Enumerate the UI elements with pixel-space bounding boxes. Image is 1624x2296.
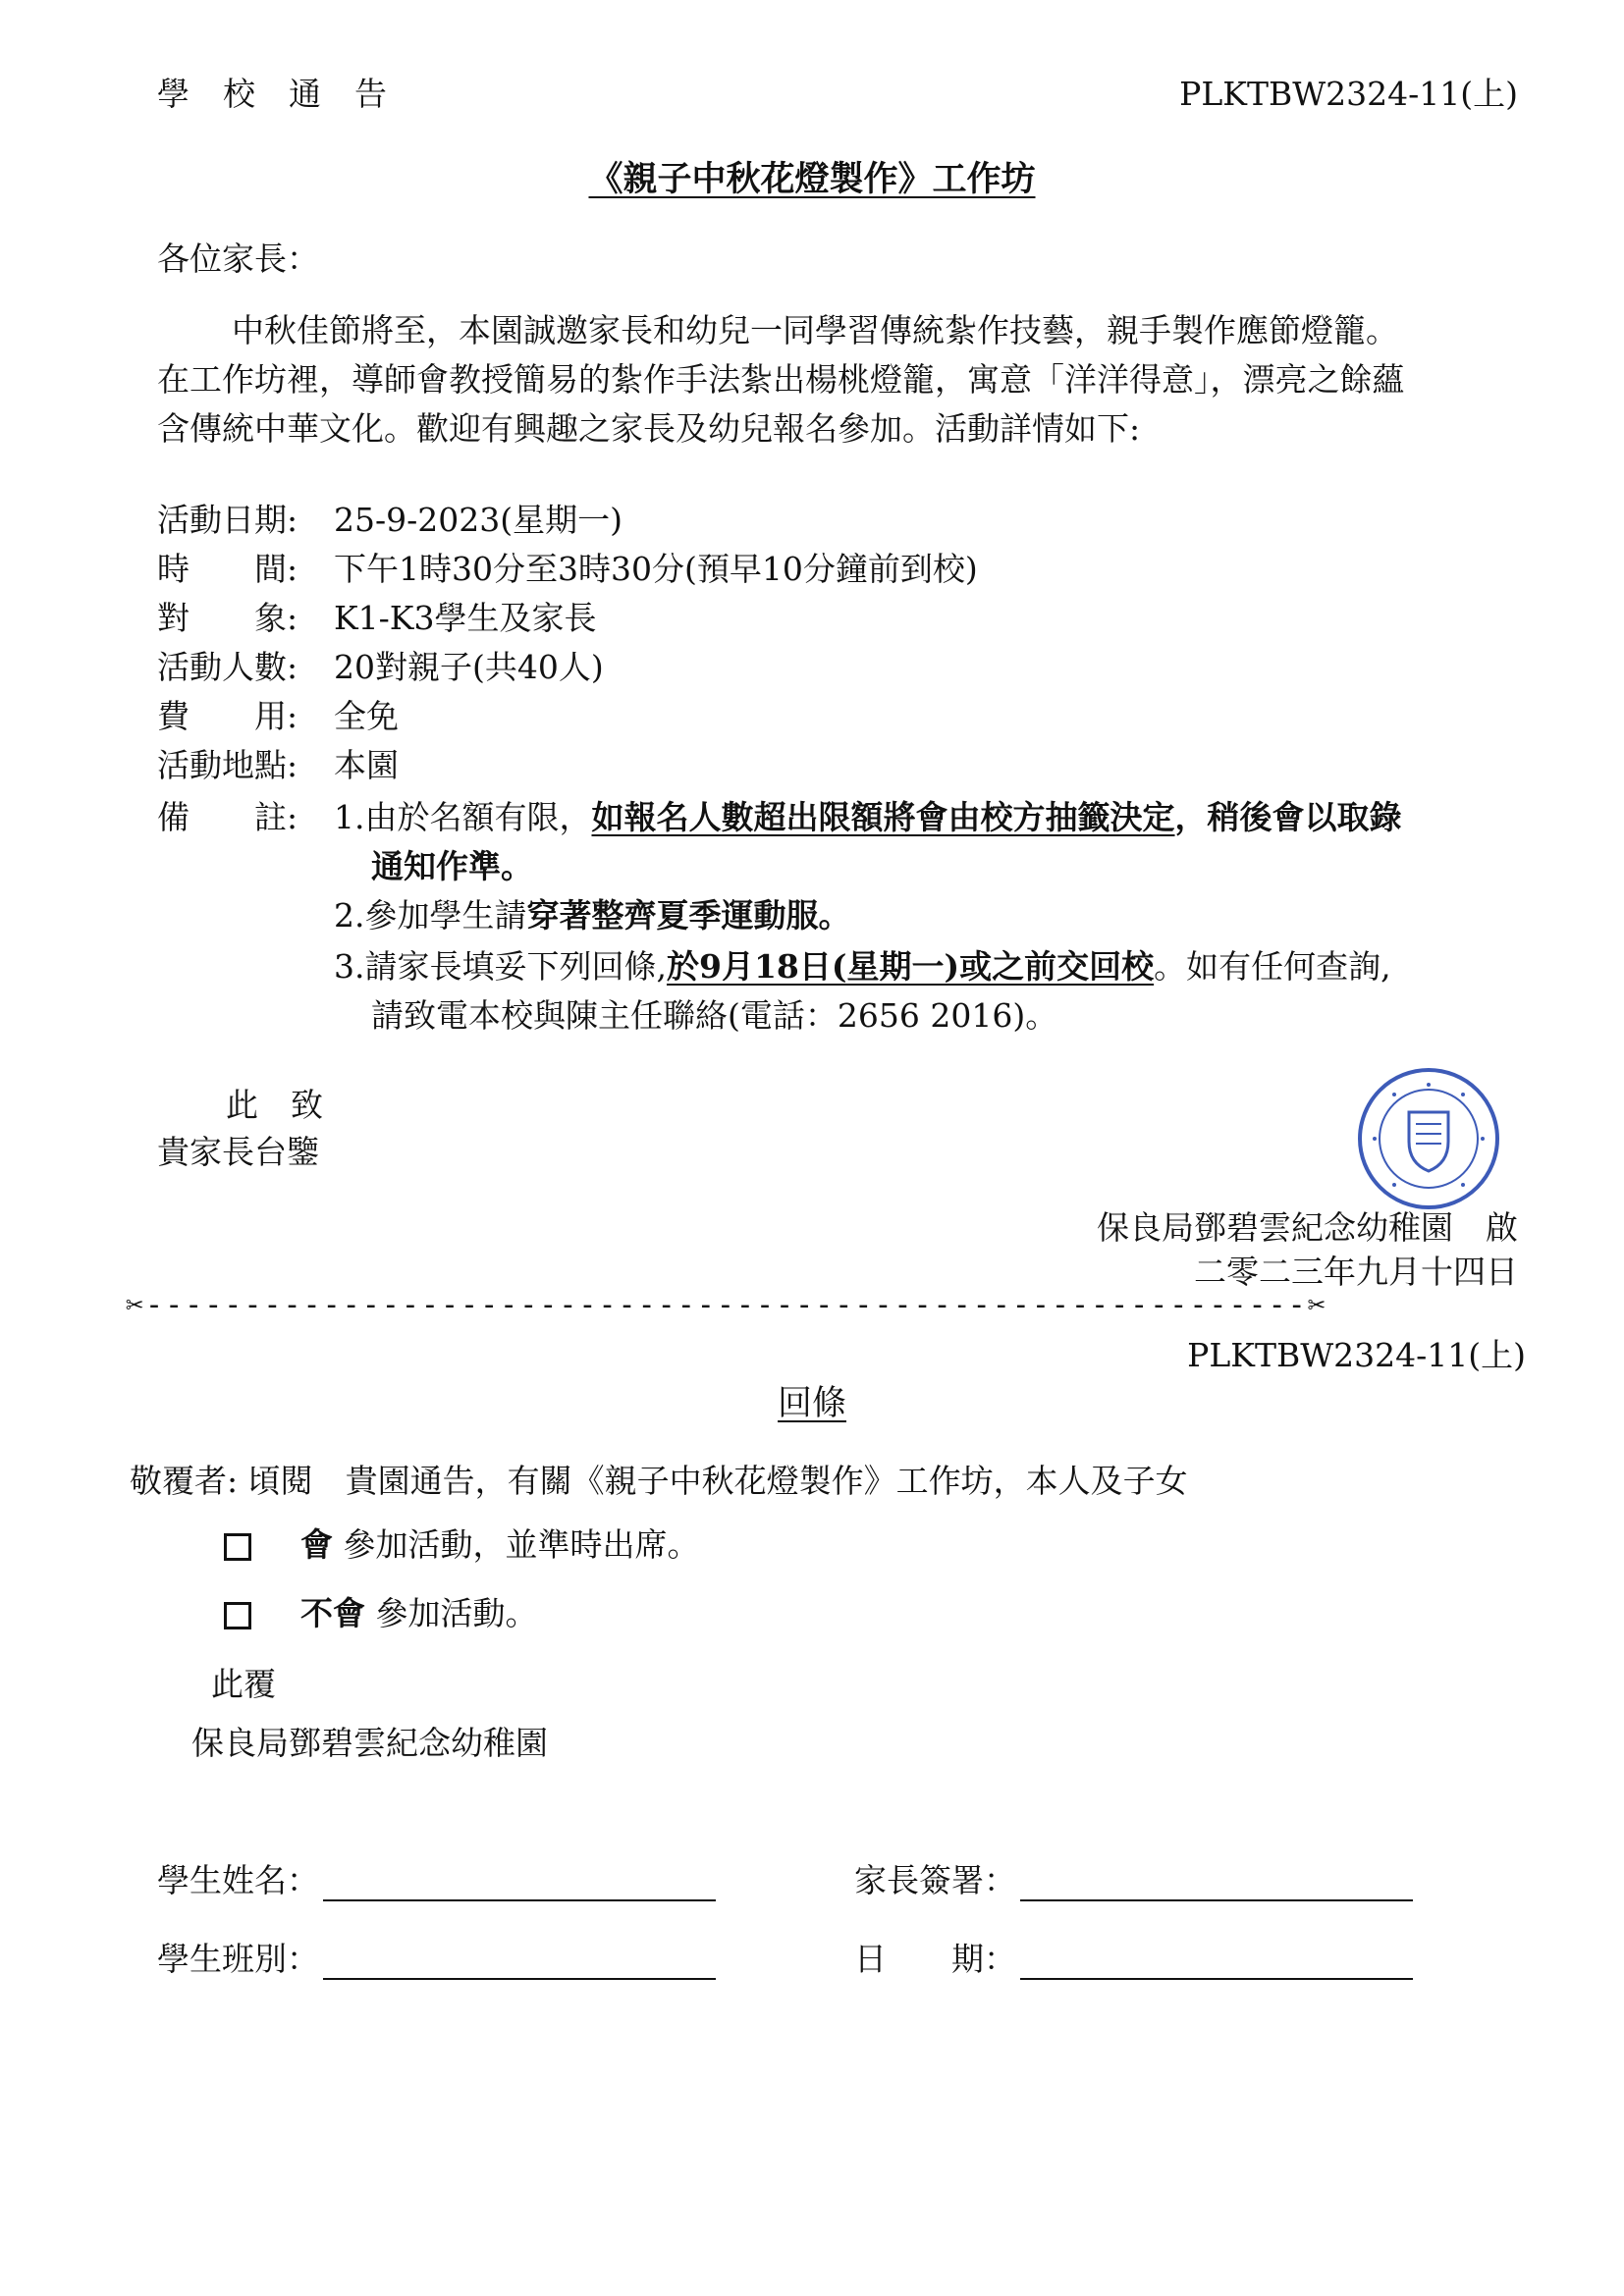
detail-participants (157, 643, 604, 692)
detail-value: 20對親子(共40人) (334, 648, 604, 686)
reference-number: PLKTBW2324-11(上) (1179, 75, 1518, 113)
remark-3-cont: 請致電本校與陳主任聯絡(電話：2656 2016)。 (371, 996, 1058, 1035)
checkbox-attend[interactable] (224, 1533, 251, 1561)
field-label: 家長簽署： (854, 1861, 1016, 1899)
remark-1-cont: 通知作準。 (371, 847, 533, 885)
cut-separator: ✂-----------------------------------------------------------✂ (126, 1288, 1327, 1322)
option-label: 參加活動。 (375, 1594, 538, 1632)
checkbox-not-attend[interactable] (224, 1602, 251, 1629)
school-signature: 保良局鄧碧雲紀念幼稚園 啟 (1097, 1208, 1518, 1247)
option-not-attend[interactable] (224, 1588, 538, 1634)
detail-value: K1-K3學生及家長 (334, 599, 597, 637)
remarks-label: 備 註: (157, 798, 298, 836)
detail-fee (157, 692, 399, 741)
reply-school-name: 保良局鄧碧雲紀念幼稚園 (191, 1724, 548, 1762)
school-seal-icon (1355, 1065, 1502, 1212)
student-class-field[interactable] (157, 1934, 716, 1980)
field-label: 學生班別： (157, 1940, 319, 1978)
salutation: 各位家長： (157, 240, 319, 278)
intro-line: 中秋佳節將至，本園誠邀家長和幼兒一同學習傳統紮作技藝，親手製作應節燈籠。 (232, 311, 1398, 349)
detail-value: 25-9-2023(星期一) (334, 501, 623, 539)
detail-label: 對 象: (157, 599, 298, 637)
notice-date: 二零二三年九月十四日 (1194, 1253, 1518, 1291)
parent-signature-line[interactable] (1020, 1870, 1413, 1901)
notice-type: 學校通告 (157, 75, 420, 113)
remark-emphasis: 如報名人數超出限額將會由校方抽籤決定 (591, 798, 1175, 836)
detail-label: 活動日期: (157, 501, 298, 539)
detail-time (157, 545, 978, 594)
remark-emphasis: 於9月18日(星期一)或之前交回校 (666, 947, 1155, 986)
detail-venue (157, 741, 399, 790)
reply-title: 回條 (777, 1384, 846, 1423)
date-field[interactable] (854, 1934, 1413, 1980)
reply-reference-number: PLKTBW2324-11(上) (1187, 1336, 1526, 1374)
remark-2 (334, 891, 851, 940)
remark-emphasis: 穿著整齊夏季運動服。 (526, 896, 851, 934)
option-attend[interactable] (224, 1520, 700, 1566)
remark-3 (334, 942, 1391, 991)
detail-label: 活動人數: (157, 648, 298, 686)
detail-value: 下午1時30分至3時30分(預早10分鐘前到校) (334, 550, 978, 588)
student-name-field[interactable] (157, 1855, 716, 1901)
detail-label: 時 間: (157, 550, 298, 588)
detail-label: 費 用: (157, 697, 298, 735)
field-label: 日 期： (854, 1940, 1016, 1978)
option-label-bold: 不會 (300, 1594, 365, 1632)
remark-1 (334, 793, 1402, 842)
remark-text: ，稍後會以取錄 (1174, 798, 1402, 836)
student-name-line[interactable] (323, 1870, 716, 1901)
detail-target (157, 594, 596, 643)
parent-signature-field[interactable] (854, 1855, 1413, 1901)
reply-closing: 此覆 (211, 1665, 276, 1703)
intro-line: 含傳統中華文化。歡迎有興趣之家長及幼兒報名參加。活動詳情如下: (157, 409, 1141, 448)
remark-text: 2.參加學生請 (334, 896, 527, 934)
remark-text: 1.由於名額有限， (334, 798, 592, 836)
closing-line-1: 此 致 (226, 1086, 323, 1124)
detail-value: 全免 (334, 697, 399, 735)
option-label-bold: 會 (300, 1525, 333, 1564)
detail-value: 本園 (334, 746, 399, 784)
reply-intro: 敬覆者: 頃閱 貴園通告，有關《親子中秋花燈製作》工作坊，本人及子女 (130, 1462, 1188, 1500)
option-label: 參加活動，並準時出席。 (343, 1525, 700, 1564)
remark-text: 3.請家長填妥下列回條, (334, 947, 667, 986)
page-title: 《親子中秋花燈製作》工作坊 (588, 159, 1036, 199)
closing-line-2: 貴家長台鑒 (157, 1133, 319, 1171)
field-label: 學生姓名： (157, 1861, 319, 1899)
detail-label: 活動地點: (157, 746, 298, 784)
intro-line: 在工作坊裡，導師會教授簡易的紮作手法紮出楊桃燈籠，寓意「洋洋得意」，漂亮之餘蘊 (157, 360, 1405, 399)
date-line[interactable] (1020, 1949, 1413, 1980)
intro-paragraph (157, 306, 1522, 454)
detail-date (157, 496, 623, 545)
student-class-line[interactable] (323, 1949, 716, 1980)
remark-text: 。如有任何查詢, (1154, 947, 1391, 986)
